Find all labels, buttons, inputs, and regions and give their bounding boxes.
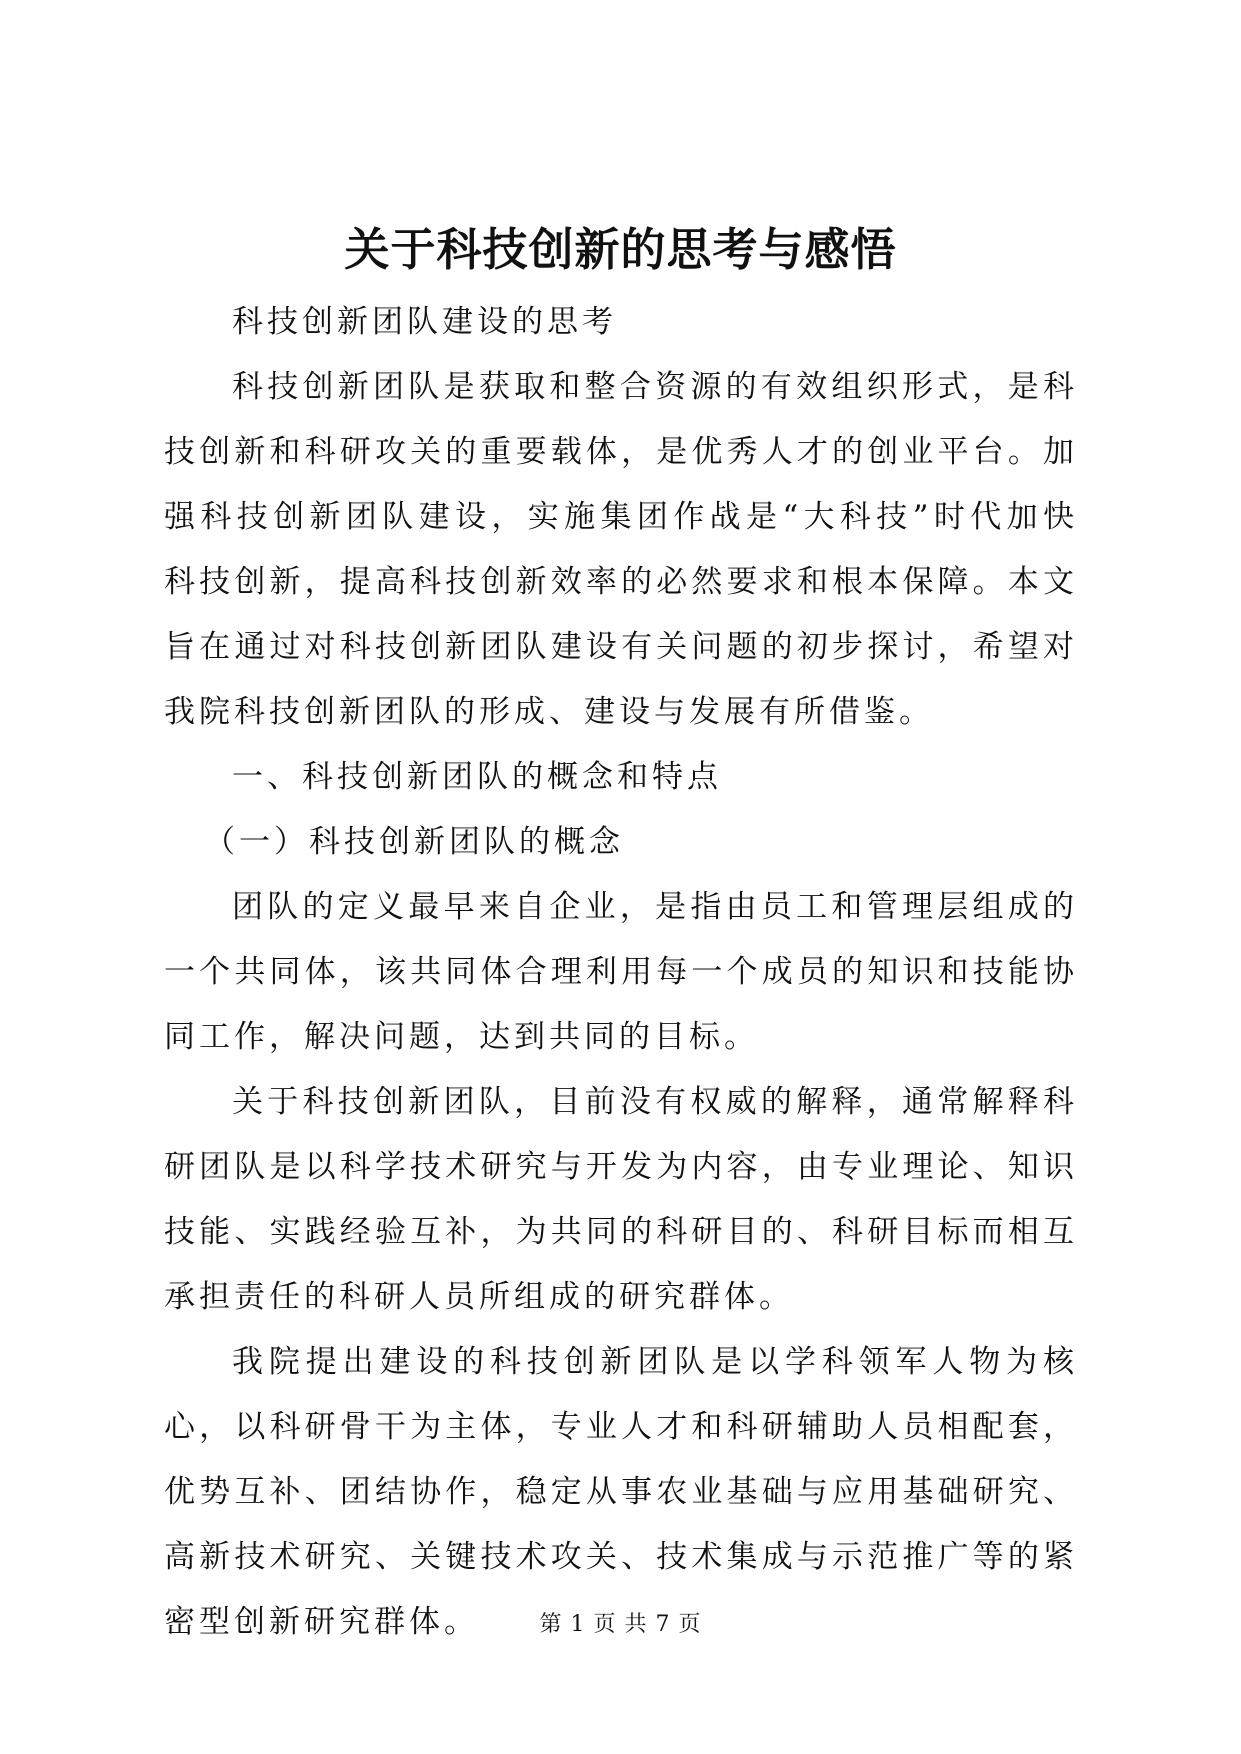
subsection-heading: （一）科技创新团队的概念 [204, 824, 624, 860]
document-title: 关于科技创新的思考与感悟 [344, 223, 897, 276]
body-paragraph: 科技创新团队是获取和整合资源的有效组织形式，是科技创新和科研攻关的重要载体，是优秀人才的创业平台。加强科技创新团队建设，实施集团作战是“大科技”时代加快科技创新，提高科技创新效率的必然要求和根本保障。本文旨在通过对科技创新团队建设有关问题的初步探讨，希望对我院科技创新团队的形成、建设与发展有所借鉴。 [164, 369, 1078, 730]
section-heading: 科技创新团队建设的思考 [232, 304, 617, 340]
section-heading: 一、科技创新团队的概念和特点 [232, 759, 722, 795]
body-paragraph: 团队的定义最早来自企业，是指由员工和管理层组成的一个共同体，该共同体合理利用每一个成员的知识和技能协同工作，解决问题，达到共同的目标。 [164, 889, 1078, 1055]
document-body [164, 290, 1078, 1655]
body-paragraph: 关于科技创新团队，目前没有权威的解释，通常解释科研团队是以科学技术研究与开发为内容，由专业理论、知识技能、实践经验互补，为共同的科研目的、科研目标而相互承担责任的科研人员所组成的研究群体。 [164, 1084, 1078, 1315]
body-paragraph: 我院提出建设的科技创新团队是以学科领军人物为核心，以科研骨干为主体，专业人才和科研辅助人员相配套，优势互补、团结协作，稳定从事农业基础与应用基础研究、高新技术研究、关键技术攻关、技术集成与示范推广等的紧密型创新研究群体。 [164, 1344, 1078, 1640]
page-footer: 第 1 页 共 7 页 [539, 1612, 702, 1637]
